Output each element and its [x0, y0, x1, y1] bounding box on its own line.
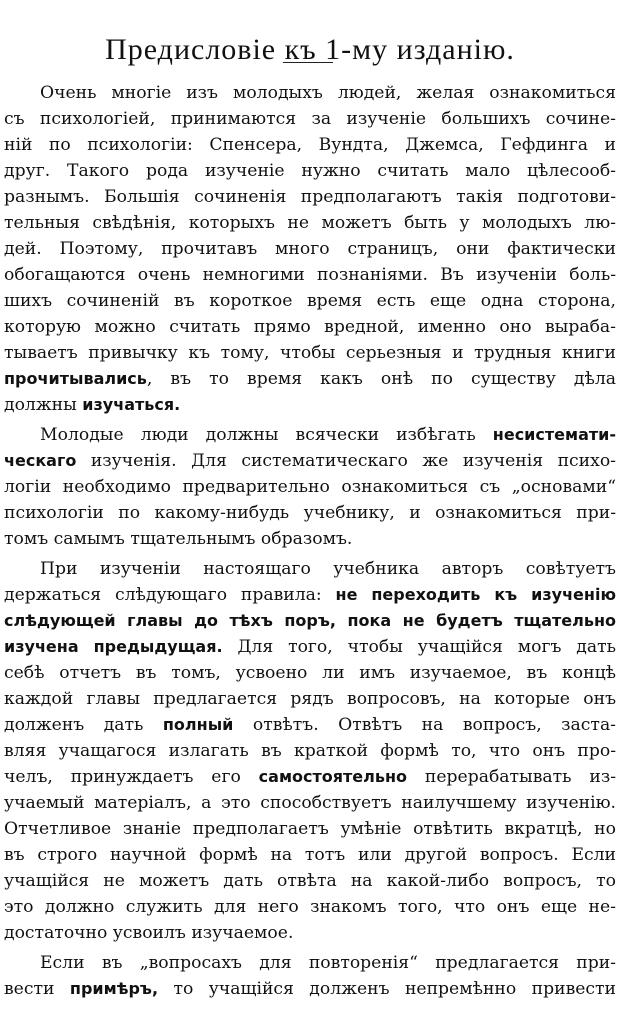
emphasis-text: изучаться.: [82, 395, 181, 414]
text-line: ческаго изученія. Для систематическаго же изученія психо-: [4, 451, 616, 471]
page-title: Предисловіе къ 1-му изданію.: [105, 33, 515, 67]
text-line: съ психологіей, принимаются за изученіе большихъ сочине-: [4, 109, 616, 129]
text-line: обогащаются очень немногими познаніями. Въ изученіи боль-: [4, 265, 616, 285]
emphasis-text: примѣръ,: [69, 979, 159, 998]
text-line: разнымъ. Большія сочиненія предполагаютъ такія подготови-: [4, 187, 616, 207]
text-line: друг. Такого рода изученіе нужно считать мало цѣлесооб-: [4, 161, 616, 181]
text-line: каждой главы предлагается рядъ вопросовъ, на которые онъ: [4, 689, 616, 709]
text-line: это должно служить для него знакомъ того, что онъ еще не-: [4, 897, 616, 917]
text-line: логіи необходимо предварительно ознакомиться съ „основами“: [4, 477, 616, 497]
text-line: дей. Поэтому, прочитавъ много страницъ, они фактически: [4, 239, 616, 259]
text-line: Если въ „вопросахъ для повторенія“ предлагается при-: [40, 953, 616, 973]
text-line: ній по психологіи: Спенсера, Вундта, Джемса, Гефдинга и: [4, 135, 616, 155]
text-line: Очень многіе изъ молодыхъ людей, желая ознакомиться: [40, 83, 616, 103]
text-line: томъ самымъ тщательнымъ образомъ.: [4, 529, 353, 549]
text-line: должны изучаться.: [4, 395, 181, 415]
text-line: Молодые люди должны всячески избѣгать несистемати-: [40, 425, 616, 445]
text-line: Отчетливое знаніе предполагаетъ умѣніе отвѣтить вкратцѣ, но: [4, 819, 616, 839]
text-line: держаться слѣдующаго правила: не переходить къ изученію: [4, 585, 616, 605]
emphasis-text: не переходить къ изученію: [335, 585, 616, 604]
text-line: изучена предыдущая. Для того, чтобы учащійся могъ дать: [4, 637, 616, 657]
text-line: учащійся не можетъ дать отвѣта на какой-либо вопросъ, то: [4, 871, 616, 891]
text-line: себѣ отчетъ въ томъ, усвоено ли имъ изучаемое, въ концѣ: [4, 663, 616, 683]
text-line: въ строго научной формѣ на тотъ или другой вопросъ. Если: [4, 845, 616, 865]
text-line: психологіи по какому-нибудь учебнику, и ознакомиться при-: [4, 503, 616, 523]
emphasis-text: слѣдующей главы до тѣхъ поръ, пока не будетъ тщательно: [4, 611, 616, 630]
text-line: тельныя свѣдѣнія, которыхъ не можетъ быть у молодыхъ лю-: [4, 213, 616, 233]
text-line: достаточно усвоилъ изучаемое.: [4, 923, 294, 943]
text-line: вести примѣръ, то учащійся долженъ непремѣнно привести: [4, 979, 616, 999]
text-line: шихъ сочиненій въ короткое время есть еще одна сторона,: [4, 291, 616, 311]
text-line: При изученіи настоящаго учебника авторъ совѣтуетъ: [40, 559, 616, 579]
text-line: долженъ дать полный отвѣтъ. Отвѣтъ на вопросъ, заста-: [4, 715, 616, 735]
text-line: челъ, принуждаетъ его самостоятельно перерабатывать из-: [4, 767, 616, 787]
emphasis-text: несистемати-: [492, 425, 616, 444]
emphasis-text: самостоятельно: [258, 767, 408, 786]
emphasis-text: прочитывались: [4, 369, 147, 388]
emphasis-text: полный: [162, 715, 234, 734]
text-line: учаемый матеріалъ, а это способствуетъ наилучшему изученію.: [4, 793, 616, 813]
title-divider: [283, 62, 333, 63]
text-line: прочитывались, въ то время какъ онѣ по существу дѣла: [4, 369, 616, 389]
text-line: [4, 608, 616, 634]
emphasis-text: ческаго: [4, 451, 77, 470]
text-line: которую можно считать прямо вредной, именно оно выраба-: [4, 317, 616, 337]
emphasis-text: изучена предыдущая.: [4, 637, 223, 656]
text-line: тываетъ привычку къ тому, чтобы серьезныя и трудныя книги: [4, 343, 616, 363]
text-line: вляя учащагося излагать въ краткой формѣ то, что онъ про-: [4, 741, 616, 761]
